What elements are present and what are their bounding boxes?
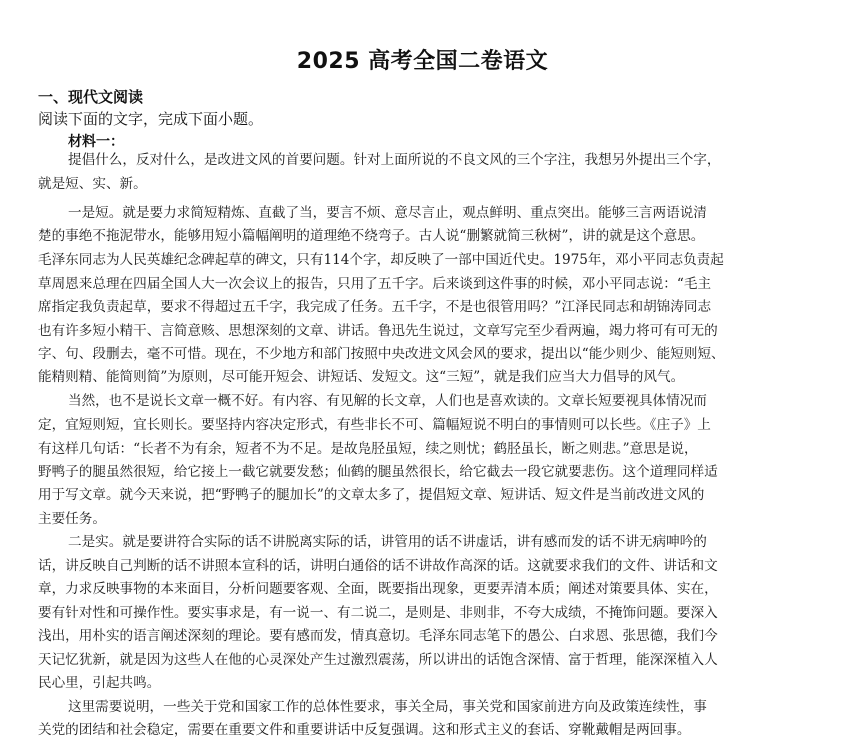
paragraph-line: 话，讲反映自己判断的话不讲照本宣科的话，讲明白通俗的话不讲故作高深的话。这就要求我们的文件、讲话和文 <box>38 558 718 574</box>
paragraph-line: 提倡什么，反对什么，是改进文风的首要问题。针对上面所说的不良文风的三个字注，我想另外提出三个字， <box>68 152 721 168</box>
paragraph-line: 民心里，引起共鸣。 <box>38 675 161 691</box>
paragraph-line: 当然，也不是说长文章一概不好。有内容、有见解的长文章，人们也是喜欢读的。文章长短要视具体情况而 <box>68 393 707 409</box>
paragraph-line: 楚的事绝不拖泥带水，能够用短小篇幅阐明的道理绝不绕弯子。古人说“删繁就简三秋树”，讲的就是这个意思。 <box>38 228 705 244</box>
paragraph-line: 就是短、实、新。 <box>38 176 147 192</box>
paragraph-line: 毛泽东同志为人民英雄纪念碑起草的碑文，只有114个字，却反映了一部中国近代史。1975年，邓小平同志负责起 <box>38 252 724 268</box>
paragraph-line: 定，宜短则短，宜长则长。要坚持内容决定形式，有些非长不可、篇幅短说不明白的事情则可以长些。《庄子》上 <box>38 417 711 433</box>
paragraph-line: 二是实。就是要讲符合实际的话不讲脱离实际的话，讲管用的话不讲虚话，讲有感而发的话不讲无病呻吟的 <box>68 534 707 550</box>
paragraph-line: 浅出，用朴实的语言阐述深刻的理论。要有感而发，情真意切。毛泽东同志笔下的愚公、白求恩、张思德，我们今 <box>38 628 718 644</box>
material-label: 材料一： <box>68 134 124 150</box>
section-heading: 一、现代文阅读 <box>38 88 144 106</box>
paragraph-line: 天记忆犹新，就是因为这些人在他的心灵深处产生过激烈震荡，所以讲出的话饱含深情、富于哲理，能深深植入人 <box>38 652 718 668</box>
paragraph-line: 有这样几句话：“长者不为有余，短者不为不足。是故凫胫虽短，续之则忧；鹤胫虽长，断之则悲。”意思是说， <box>38 441 698 457</box>
instruction-text: 阅读下面的文字，完成下面小题。 <box>38 110 264 128</box>
paragraph-line: 席指定我负责起草，要求不得超过五千字，我完成了任务。五千字，不是也很管用吗？”江泽民同志和胡锦涛同志 <box>38 299 712 315</box>
paragraph-line: 关党的团结和社会稳定，需要在重要文件和重要讲话中反复强调。这和形式主义的套话、穿靴戴帽是两回事。 <box>38 722 691 738</box>
paragraph-line: 主要任务。 <box>38 511 106 527</box>
paragraph-line: 字、句、段删去，毫不可惜。现在，不少地方和部门按照中央改进文风会风的要求，提出以“能少则少、能短则短、 <box>38 346 725 362</box>
paragraph-line: 要有针对性和可操作性。要实事求是，有一说一、有二说二，是则是、非则非，不夸大成绩，不掩饰问题。要深入 <box>38 605 718 621</box>
paragraph-line: 一是短。就是要力求简短精炼、直截了当，要言不烦、意尽言止，观点鲜明、重点突出。能够三言两语说清 <box>68 205 707 221</box>
paragraph-line: 能精则精、能简则简”为原则，尽可能开短会、讲短话、发短文。这“三短”，就是我们应当大力倡导的风气。 <box>38 369 685 385</box>
paragraph-line: 章，力求反映事物的本来面目，分析问题要客观、全面，既要指出现象，更要弄清本质；阐述对策要具体、实在， <box>38 581 718 597</box>
paragraph-line: 野鸭子的腿虽然很短，给它接上一截它就要发愁；仙鹤的腿虽然很长，给它截去一段它就要悲伤。这个道理同样适 <box>38 464 718 480</box>
paragraph-line: 也有许多短小精干、言简意赅、思想深刻的文章、讲话。鲁迅先生说过，文章写完至少看两遍，竭力将可有可无的 <box>38 323 718 339</box>
page-title: 2025 高考全国二卷语文 <box>296 49 549 74</box>
paragraph-line: 这里需要说明，一些关于党和国家工作的总体性要求，事关全局，事关党和国家前进方向及政策连续性，事 <box>68 699 707 715</box>
paragraph-line: 用于写文章。就今天来说，把“野鸭子的腿加长”的文章太多了，提倡短文章、短讲话、短文件是当前改进文风的 <box>38 487 705 503</box>
paragraph-line: 草周恩来总理在四届全国人大一次会议上的报告，只用了五千字。后来谈到这件事的时候，邓小平同志说：“毛主 <box>38 276 712 292</box>
